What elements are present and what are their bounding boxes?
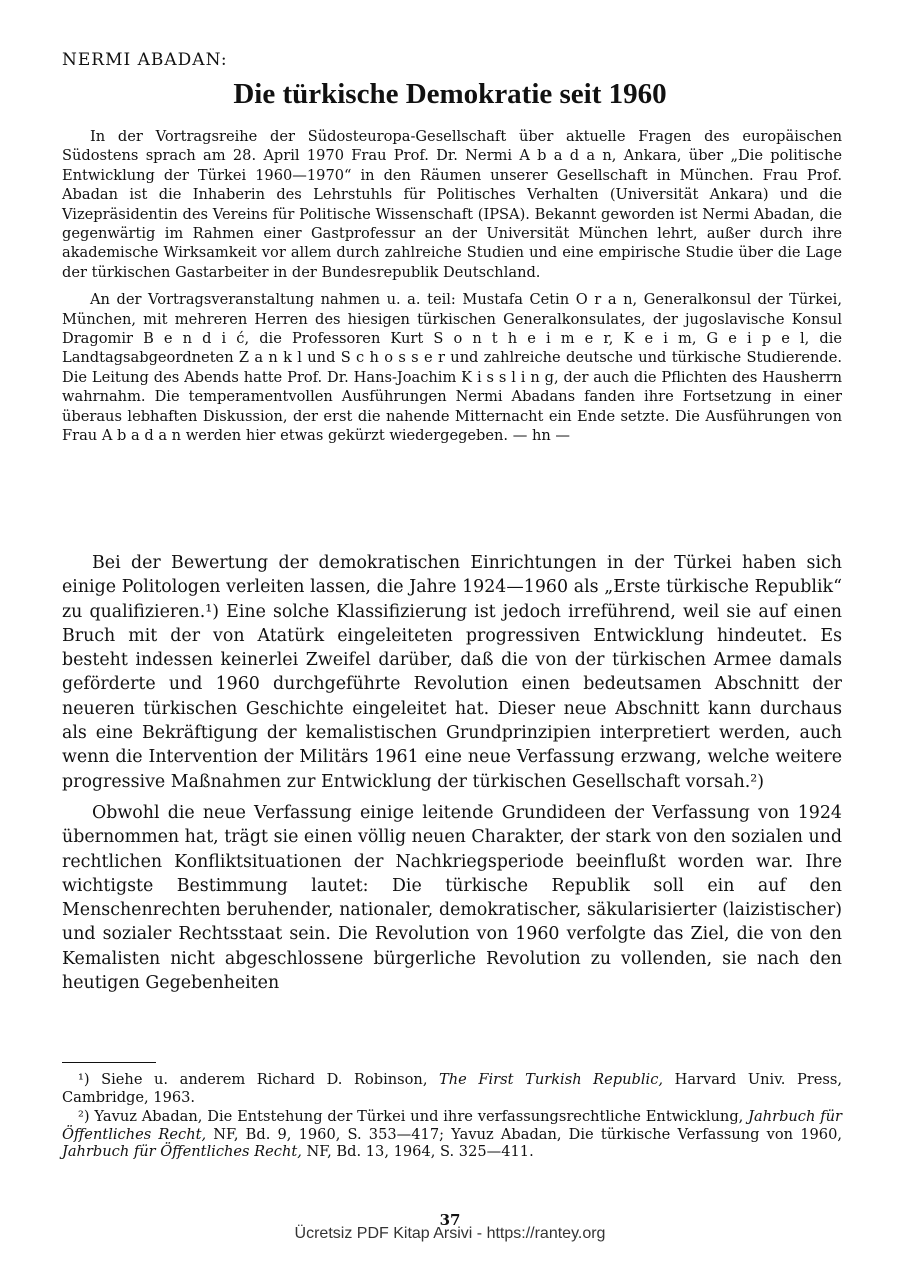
footnote-text: NF, Bd. 9, 1960, S. 353—417; Yavuz Abadan, Die türkische Verfassung von 1960, [206,1125,842,1143]
footnotes-section [62,1071,842,1163]
footnote-text: ²) Yavuz Abadan, Die Entstehung der Türkei und ihre verfassungsrechtliche Entwicklung, [78,1108,749,1126]
page-number: 37 [439,1211,461,1229]
footnote-text: Harvard Univ. Press, Cambridge, 1963. [62,1071,842,1106]
body-section [62,551,842,1002]
watermark-text: Ücretsiz PDF Kitap Arsivi - https://rantey.org [294,1225,606,1242]
author-name: NERMI ABADAN: [62,50,228,70]
footnote-1 [62,1071,842,1106]
footnote-title: Jahrbuch für Öffentliches Recht, [62,1108,842,1143]
footnote-text: NF, Bd. 13, 1964, S. 325—411. [301,1143,534,1161]
intro-paragraph: In der Vortragsreihe der Südosteuropa-Gesellschaft über aktuelle Fragen des europäischen Südostens sprach am 28. April 1970 Frau Prof. Dr. Nermi A b a d a n, Ankara, über „Die politische Entwicklung der Türkei 1960—1970“ in den Räumen unserer Gesellschaft in München. Frau Prof. Abadan ist die Inhaberin des Lehrstuhls für Politisches Verhalten (Universität Ankara) und die Vizepräsidentin des Vereins für Politische Wissenschaft (IPSA). Bekannt geworden ist Nermi Abadan, die gegenwärtig im Rahmen einer Gastprofessur an der Universität München lehrt, außer durch ihre akademische Wirksamkeit vor allem durch zahlreiche Studien und eine empirische Studie über die Lage der türkischen Gastarbeiter in der Bundesrepublik Deutschland. [62,128,842,281]
footnote-divider [62,1062,156,1063]
body-paragraph: Obwohl die neue Verfassung einige leitende Grundideen der Verfassung von 1924 übernommen hat, trägt sie einen völlig neuen Charakter, der stark von den sozialen und rechtlichen Konfliktsituationen der Nachkriegsperiode beeinflußt worden war. Ihre wichtigste Bestimmung lautet: Die türkische Republik soll ein auf den Menschenrechten beruhender, nationaler, demokratischer, säkularisierter (laizistischer) und sozialer Rechtsstaat sein. Die Revolution von 1960 verfolgte das Ziel, die von den Kemalisten nicht abgeschlossene bürgerliche Revolution zu vollenden, sie nach den heutigen Gegebenheiten [62,802,842,994]
footnote-title: The First Turkish Republic, [439,1071,664,1088]
intro-section [62,127,842,454]
body-paragraph: Bei der Bewertung der demokratischen Einrichtungen in der Türkei haben sich einige Politologen verleiten lassen, die Jahre 1924—1960 als „Erste türkische Republik“ zu qualifizieren.¹) Eine solche Klassifizierung ist jedoch irreführend, weil sie auf einen Bruch mit der von Atatürk eingeleiteten progressiven Entwicklung hindeutet. Es besteht indessen keinerlei Zweifel darüber, daß die von der türkischen Armee damals geförderte und 1960 durchgeführte Revolution einen bedeutsamen Abschnitt der neueren türkischen Geschichte eingeleitet hat. Dieser neue Abschnitt kann durchaus als eine Bekräftigung der kemalistischen Grundprinzipien interpretiert werden, auch wenn die Intervention der Militärs 1961 eine neue Verfassung erzwang, welche weitere progressive Maßnahmen zur Entwicklung der türkischen Gesellschaft vorsah.²) [62,553,842,792]
intro-paragraph: An der Vortragsveranstaltung nahmen u. a. teil: Mustafa Cetin O r a n, Generalkonsul der Türkei, München, mit mehreren Herren des hiesigen türkischen Generalkonsulates, der jugoslavische Konsul Dragomir B e n d i ć, die Professoren Kurt S o n t h e i m e r, K e i m, G e i p e l, die Landtagsabgeordneten Z a n k l und S c h o s s e r und zahlreiche deutsche und türkische Studierende. Die Leitung des Abends hatte Prof. Dr. Hans-Joachim K i s s l i n g, der auch die Pflichten des Hausherrn wahrnahm. Die temperamentvollen Ausführungen Nermi Abadans fanden ihre Fortsetzung in einer überaus lebhaften Diskussion, der erst die nahende Mitternacht ein Ende setzte. Die Ausführungen von Frau A b a d a n werden hier etwas gekürzt wiedergegeben. — hn — [62,291,842,445]
footnote-title: Jahrbuch für Öffentliches Recht, [62,1143,302,1161]
footnote-text: ¹) Siehe u. anderem Richard D. Robinson, [78,1071,440,1088]
article-title: Die türkische Demokratie seit 1960 [233,78,667,110]
footnote-2 [62,1108,842,1161]
